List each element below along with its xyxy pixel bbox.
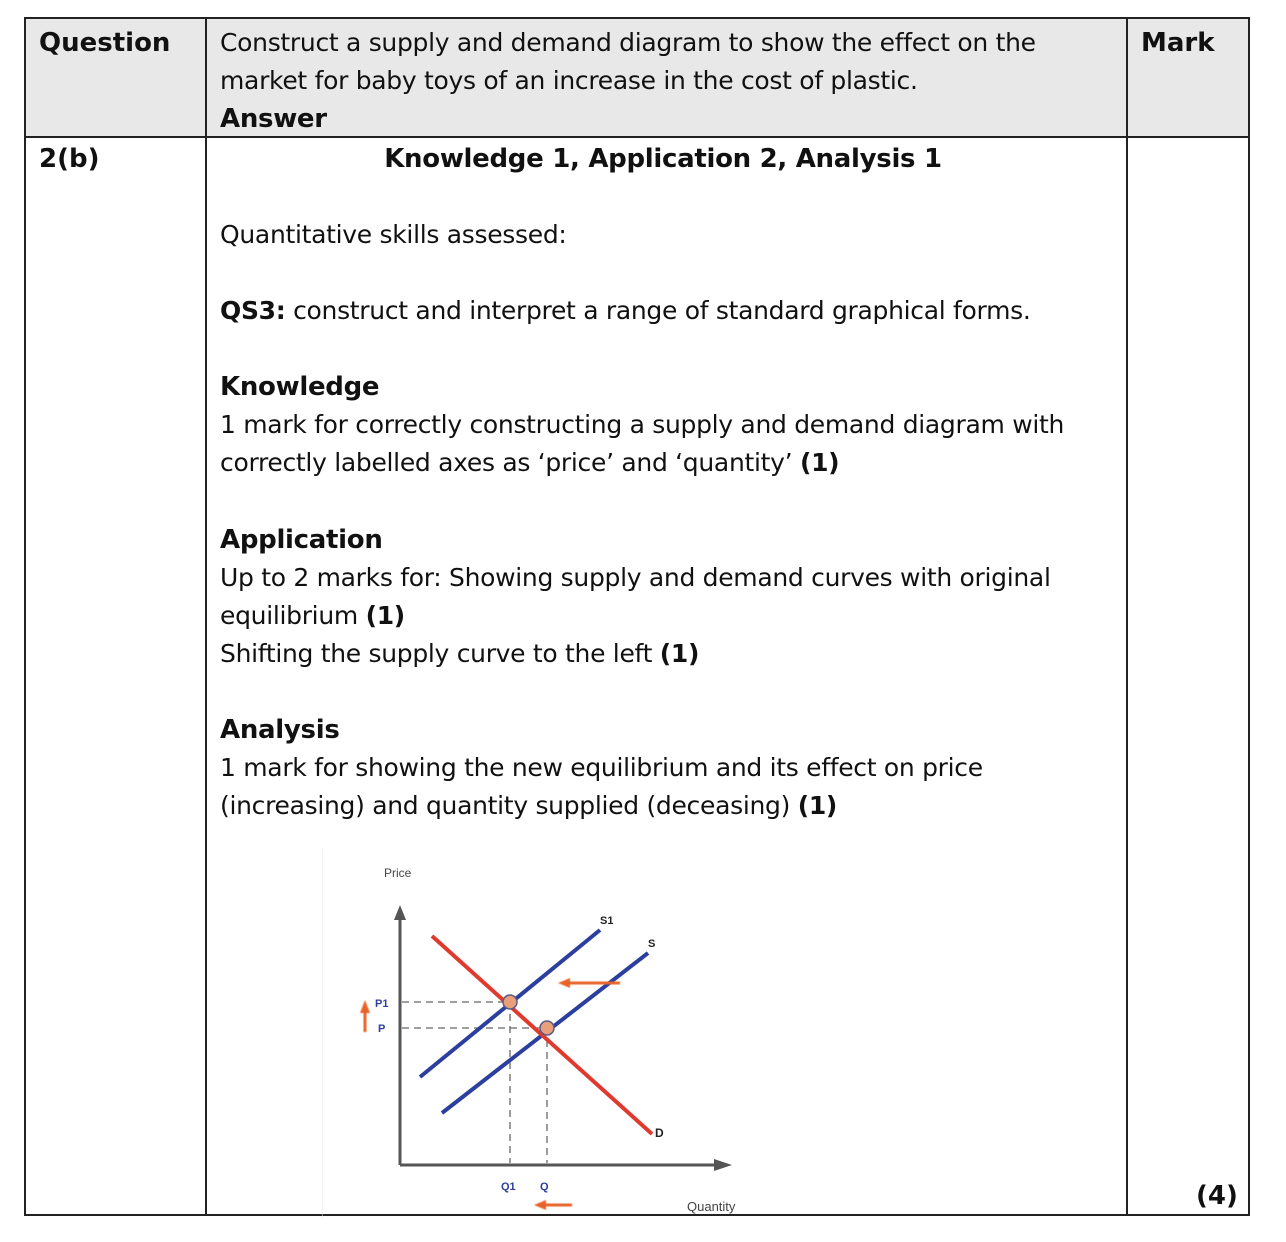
knowledge-heading: Knowledge [220,372,380,402]
analysis-heading: Analysis [220,715,340,745]
application-heading: Application [220,525,383,555]
column-divider [1126,19,1128,1214]
question-number: 2(b) [39,144,100,174]
column-divider [205,19,207,1214]
demand-curve [432,936,652,1134]
question-label: Question [39,28,171,58]
total-mark: (4) [1196,1181,1238,1211]
question-text: Construct a supply and demand diagram to show the effect on the market for baby toys of an increase in the cost of plastic. [220,28,1036,95]
knowledge-text: 1 mark for correctly constructing a supply and demand diagram with correctly labelled axes as ‘price’ and ‘quantity’ [220,410,1065,477]
quantity-new-label: Q1 [501,1181,516,1193]
new-equilibrium-point [503,995,517,1009]
quantity-label: Q [540,1181,549,1193]
analysis-text: 1 mark for showing the new equilibrium and its effect on price (increasing) and quantity supplied (deceasing) [220,753,983,820]
x-axis-arrowhead [714,1159,732,1171]
y-axis-arrowhead [394,905,406,920]
mark-header [1141,24,1215,62]
analysis-paragraph [220,749,1120,825]
knowledge-mark: (1) [799,448,840,477]
demand-label: D [655,1126,664,1140]
assessment-title: Knowledge 1, Application 2, Analysis 1 [384,144,942,174]
answer-label: Answer [220,104,327,134]
mark-scheme-table [24,17,1250,1216]
answer-content [220,140,1120,825]
application-mark1: (1) [365,601,405,630]
application-line2: Shifting the supply curve to the left [220,639,660,668]
original-equilibrium-point [540,1021,554,1035]
mark-label: Mark [1141,28,1215,58]
application-line1: Up to 2 marks for: Showing supply and demand curves with original equilibrium [220,563,1051,630]
supply-new-label: S1 [600,915,614,927]
qs-intro: Quantitative skills assessed: [220,220,567,249]
y-axis-label: Price [384,866,412,880]
qs-text: construct and interpret a range of standard graphical forms. [285,296,1031,325]
knowledge-paragraph [220,406,1120,482]
analysis-mark: (1) [797,791,838,820]
supply-demand-diagram [322,850,752,1218]
application-paragraph-2 [220,635,1120,673]
qs-line [220,292,1120,330]
supply-label: S [648,938,656,950]
total-mark-cell [1196,1177,1238,1215]
x-axis-label: Quantity [687,1199,736,1214]
quantity-fall-arrow [534,1200,572,1210]
price-new-label: P1 [375,998,389,1010]
question-text-cell [220,24,1120,138]
application-paragraph-1 [220,559,1120,635]
application-mark2: (1) [659,639,700,668]
price-label: P [378,1023,386,1035]
question-number-cell [39,140,99,178]
price-rise-arrow [360,1000,370,1032]
question-header [39,24,170,62]
qs-code: QS3: [220,296,286,325]
